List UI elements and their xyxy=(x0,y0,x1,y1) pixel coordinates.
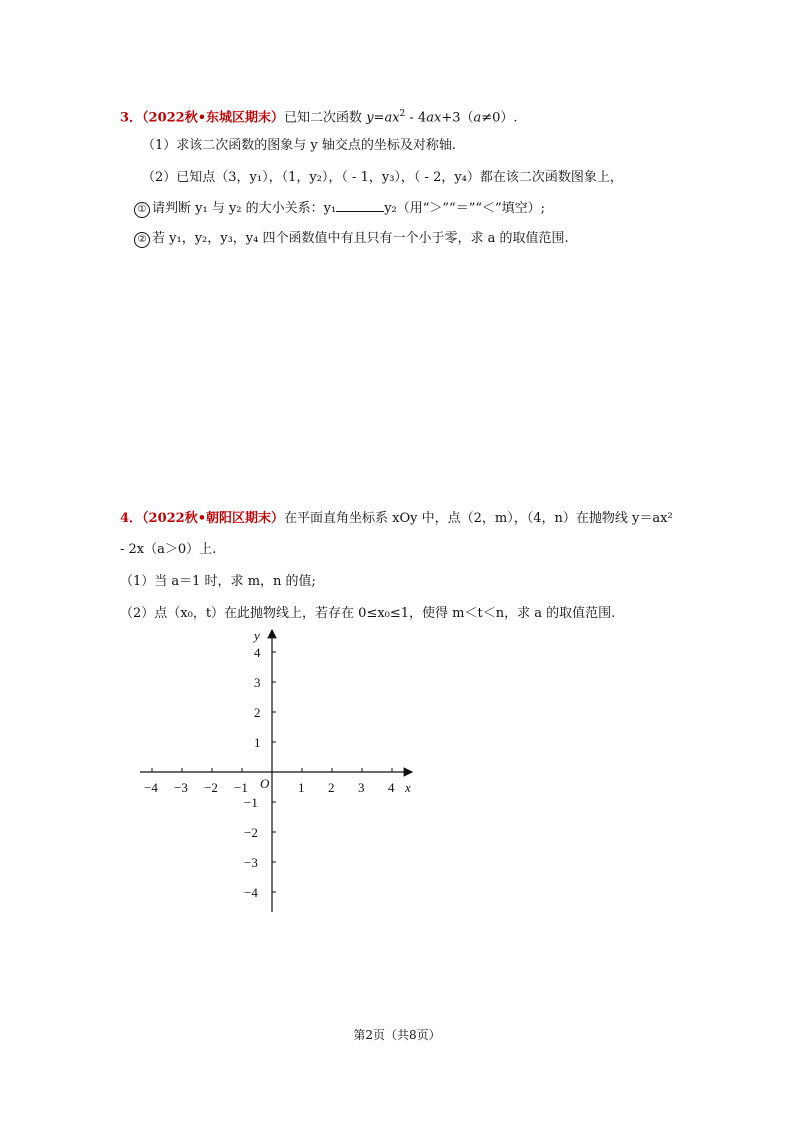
answer-blank[interactable] xyxy=(336,199,384,212)
q3-func-ax2: ax xyxy=(426,110,442,126)
q3-sub2-mark: ② xyxy=(134,232,150,248)
q3-sub1 xyxy=(134,199,545,218)
q4-source: （2022秋•朝阳区期末） xyxy=(142,511,285,526)
x-tick-label: −3 xyxy=(174,780,188,795)
q3-func-minus: - 4 xyxy=(405,110,427,126)
q3-sub2-text: 若 y₁，y₂，y₃，y₄ 四个函数值中有且只有一个小于零，求 a 的取值范围. xyxy=(152,231,569,246)
q4-stem xyxy=(120,510,673,528)
q3-func-ax: ax xyxy=(384,110,400,126)
q3-exp: 2 xyxy=(399,109,406,119)
q3-func-eq: = xyxy=(373,110,385,126)
y-tick-label: −2 xyxy=(244,825,258,840)
q3-func-a: a xyxy=(473,110,482,126)
q3-func-cond: ≠0）. xyxy=(481,110,518,126)
y-tick-label: −1 xyxy=(244,795,258,810)
x-axis-label: x xyxy=(405,780,411,795)
y-axis-label: y xyxy=(254,628,260,643)
y-tick-label: 4 xyxy=(254,645,261,660)
y-tick-label: 1 xyxy=(254,735,261,750)
q3-sub1-mark: ① xyxy=(134,202,150,218)
x-tick-label: 4 xyxy=(388,780,395,795)
x-tick-label: −1 xyxy=(234,780,248,795)
q3-part1: （1）求该二次函数的图象与 y 轴交点的坐标及对称轴. xyxy=(142,138,457,153)
x-tick-label: −4 xyxy=(144,780,158,795)
q3-sub2 xyxy=(134,230,569,248)
y-tick-label: 2 xyxy=(254,705,261,720)
q4-stem-line1: 在平面直角坐标系 xOy 中，点（2，m），（4，n）在抛物线 y＝ax² xyxy=(284,511,673,526)
q3-source: （2022秋•东城区期末） xyxy=(142,110,285,126)
q3-stem xyxy=(120,105,518,127)
x-tick-label: 2 xyxy=(328,780,335,795)
q4-number: 4． xyxy=(120,511,143,526)
q3-func-y: y xyxy=(366,110,374,126)
q3-part2: （2）已知点（3，y₁），（1，y₂），（ - 1，y₃），（ - 2，y₄）都在该二次函数图象上， xyxy=(142,170,623,185)
origin-label: O xyxy=(260,776,270,791)
coordinate-axes xyxy=(130,618,430,918)
x-tick-label: −2 xyxy=(204,780,218,795)
q3-number: 3． xyxy=(120,110,143,126)
q3-sub1-post: y₂（用“＞”“＝”“＜”填空）; xyxy=(384,201,546,216)
q4-stem-line2: - 2x（a＞0）上. xyxy=(120,542,217,557)
x-tick-label: 3 xyxy=(358,780,365,795)
q4-part2: （2）点（x₀，t）在此抛物线上，若存在 0≤x₀≤1，使得 m＜t＜n，求 a 的取值范围. xyxy=(120,606,616,621)
q3-sub1-pre: 请判断 y₁ 与 y₂ 的大小关系：y₁ xyxy=(152,201,337,216)
q3-func-plus: +3（ xyxy=(441,110,474,126)
x-tick-label: 1 xyxy=(298,780,305,795)
q4-part1: （1）当 a＝1 时，求 m，n 的值; xyxy=(120,574,316,589)
page-footer: 第2页（共8页） xyxy=(353,1028,441,1042)
y-tick-label: 3 xyxy=(254,675,261,690)
q3-stem-text: 已知二次函数 xyxy=(284,110,367,126)
y-tick-label: −4 xyxy=(244,885,258,900)
y-tick-label: −3 xyxy=(244,855,258,870)
